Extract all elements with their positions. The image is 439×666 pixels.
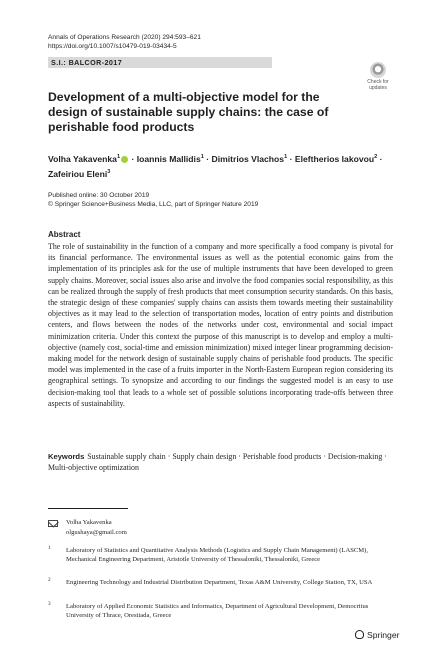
section-banner: S.I.: BALCOR-2017 [48,57,272,68]
paper-title: Development of a multi-objective model for the design of sustainable supply chains: the case of perishable food products [48,90,329,134]
author-name: Zafeiriou Eleni [48,168,108,179]
author-name: Eleftherios Iakovou [294,154,375,164]
affiliation-number: 3 [48,601,51,607]
affiliation-text: Engineering Technology and Industrial Distribution Department, Texas A&M University, College Station, TX, USA [66,579,373,586]
keywords-label: Keywords [48,452,85,461]
author-separator: · [203,154,212,164]
author-affiliation-mark: 1 [200,154,204,160]
author-name: Volha Yakavenka [48,154,117,164]
author-separator: · [287,154,295,164]
journal-citation: Annals of Operations Research (2020) 294:593–621 [48,34,201,41]
keywords [48,451,393,473]
author-separator: · [377,154,383,164]
author-separator: · [129,154,137,164]
author-affiliation-mark: 3 [107,168,111,175]
check-for-updates-badge[interactable] [364,62,392,94]
affiliation-text: Laboratory of Applied Economic Statistics and Informatics, Department of Agricultural Development, Democritus University of Thrace, Orestiada, Greece [66,603,369,620]
author-name: Dimitrios Vlachos [211,154,285,164]
copyright-line: © Springer Science+Business Media, LLC, part of Springer Nature 2019 [48,201,259,208]
doi-link[interactable]: https://doi.org/10.1007/s10479-019-03434-5 [48,43,177,50]
springer-horse-icon [355,630,364,639]
author-affiliation-mark: 1 [116,154,121,160]
journal-info [48,33,201,51]
footnote-divider [48,508,128,509]
corresponding-name: Volha Yakavenka [66,519,112,526]
author-list [48,151,393,180]
abstract-body: The role of sustainability in the function of a company and more specifically a food company is pivotal for its financial performance. The environmental issues as well as the potential economic gains from the implementation of its principles ask for the use of multiple instruments that have been developed to green supply chains. Moreover, social issues also arise and involve the food companies social responsibility, as this can be realized through the supply of fresh products that meet consumption security standards. On this basis, the strategic design of these companies' supply chains can assists them towards meeting their sustainability objectives as it may lead to the selection of transportation modes, location of entry points and distribution centers, and flows between the nodes of the networks under cost, environmental and social impact minimization criteria. Under this context the purpose of this manuscript is to develop and employ a multi-objective (namely cost, social-time and emission minimization) mixed integer linear programming decision-making model for the network design of sustainable supply chains of perishable food products. The specific model was implemented in the case of a fruits importer in the North-Eastern European region considering its geographical settings. To synopsize and according to our findings the suggested model is an easy to use decision-making tool that leads to a whole set of possible solutions incorporating trade-offs between three aspects of sustainability. [48,242,393,408]
envelope-icon [48,520,58,527]
orcid-icon[interactable] [121,156,128,163]
affiliation-number: 1 [48,545,51,551]
check-updates-label: Check for updates [367,79,389,91]
author-name: Ioannis Mallidis [136,154,201,164]
published-date: Published online: 30 October 2019 [48,192,150,199]
author-affiliation-mark: 2 [374,154,378,160]
author-affiliation-mark: 1 [284,154,288,160]
affiliation-text: Laboratory of Statistics and Quantitative Analysis Methods (Logistics and Supply Chain Management) (LASCM), Mechanical Engineering Department, Aristotle University of Thessaloniki, Thessaloniki, Greece [66,547,368,564]
corresponding-author [66,518,127,537]
publisher-logo [355,630,399,640]
affiliation-number: 2 [48,577,51,583]
keywords-list: Sustainable supply chain · Supply chain design · Perishable food products · Decision-making · Multi-objective optimization [48,452,387,473]
bookmark-icon [370,62,386,78]
abstract-heading: Abstract [48,230,81,239]
publisher-name: Springer [367,630,400,640]
corresponding-email[interactable]: olgushaya@gmail.com [66,528,127,536]
publication-info [48,191,258,209]
